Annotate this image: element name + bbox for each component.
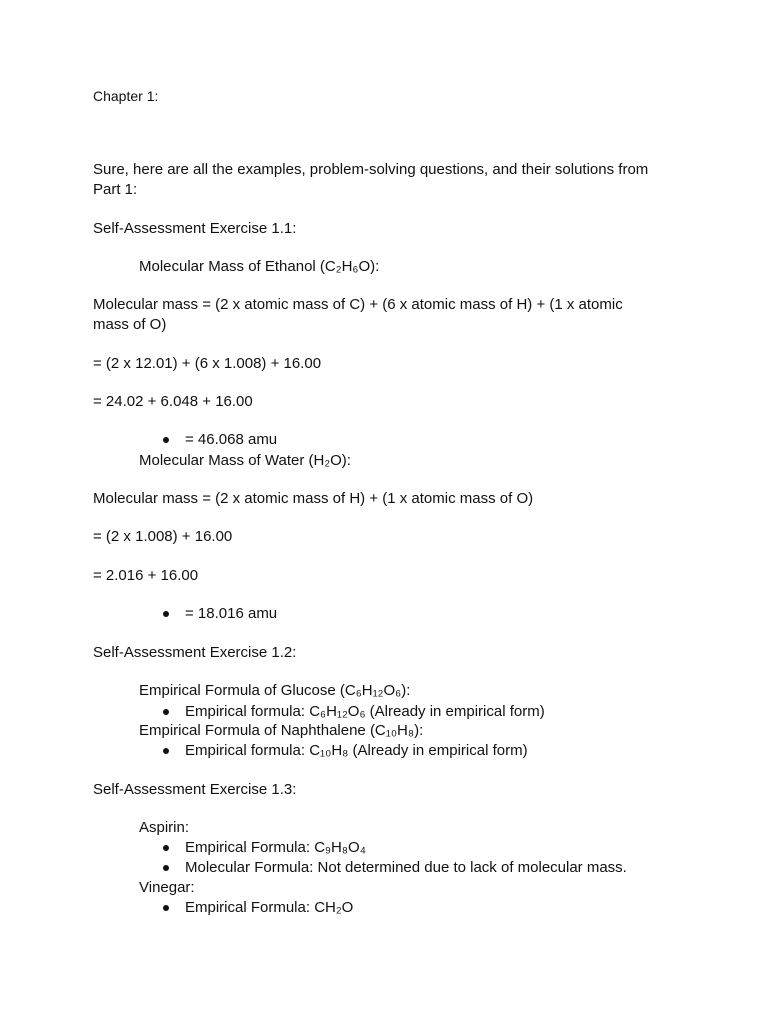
ethanol-step-1: = (2 x 12.01) + (6 x 1.008) + 16.00 <box>93 355 322 372</box>
water-step-1: = (2 x 1.008) + 16.00 <box>93 528 233 545</box>
bullet-icon <box>163 611 169 617</box>
water-result: = 18.016 amu <box>185 605 278 622</box>
exercise-1-2-title: Self-Assessment Exercise 1.2: <box>93 644 297 661</box>
water-heading: Molecular Mass of Water (H₂O): <box>139 452 351 469</box>
ethanol-formula: Molecular mass = (2 x atomic mass of C) + (6 x atomic mass of H) + (1 x atomic mass of O) <box>93 296 623 333</box>
water-formula: Molecular mass = (2 x atomic mass of H) + (1 x atomic mass of O) <box>93 490 534 507</box>
bullet-icon <box>163 709 169 715</box>
vinegar-bullet: Empirical Formula: CH₂O <box>185 899 354 916</box>
bullet-icon <box>163 905 169 911</box>
aspirin-bullet-1: Empirical Formula: C₉H₈O₄ <box>185 839 366 856</box>
glucose-heading: Empirical Formula of Glucose (C₆H₁₂O₆): <box>139 682 411 699</box>
bullet-icon <box>163 845 169 851</box>
ethanol-result: = 46.068 amu <box>185 431 278 448</box>
ethanol-step-2: = 24.02 + 6.048 + 16.00 <box>93 393 253 410</box>
vinegar-heading: Vinegar: <box>139 879 195 896</box>
exercise-1-1-title: Self-Assessment Exercise 1.1: <box>93 220 297 237</box>
bullet-icon <box>163 437 169 443</box>
aspirin-bullet-2: Molecular Formula: Not determined due to lack of molecular mass. <box>185 859 627 876</box>
bullet-icon <box>163 748 169 754</box>
chapter-heading: Chapter 1: <box>93 88 159 104</box>
naphthalene-bullet: Empirical formula: C₁₀H₈ (Already in empirical form) <box>185 742 528 759</box>
ethanol-heading: Molecular Mass of Ethanol (C₂H₆O): <box>139 258 380 275</box>
bullet-icon <box>163 865 169 871</box>
water-step-2: = 2.016 + 16.00 <box>93 567 199 584</box>
exercise-1-3-title: Self-Assessment Exercise 1.3: <box>93 781 297 798</box>
glucose-bullet: Empirical formula: C₆H₁₂O₆ (Already in empirical form) <box>185 703 545 720</box>
aspirin-heading: Aspirin: <box>139 819 190 836</box>
intro-paragraph: Sure, here are all the examples, problem-solving questions, and their solutions from Part 1: <box>93 161 649 198</box>
naphthalene-heading: Empirical Formula of Naphthalene (C₁₀H₈): <box>139 722 424 739</box>
